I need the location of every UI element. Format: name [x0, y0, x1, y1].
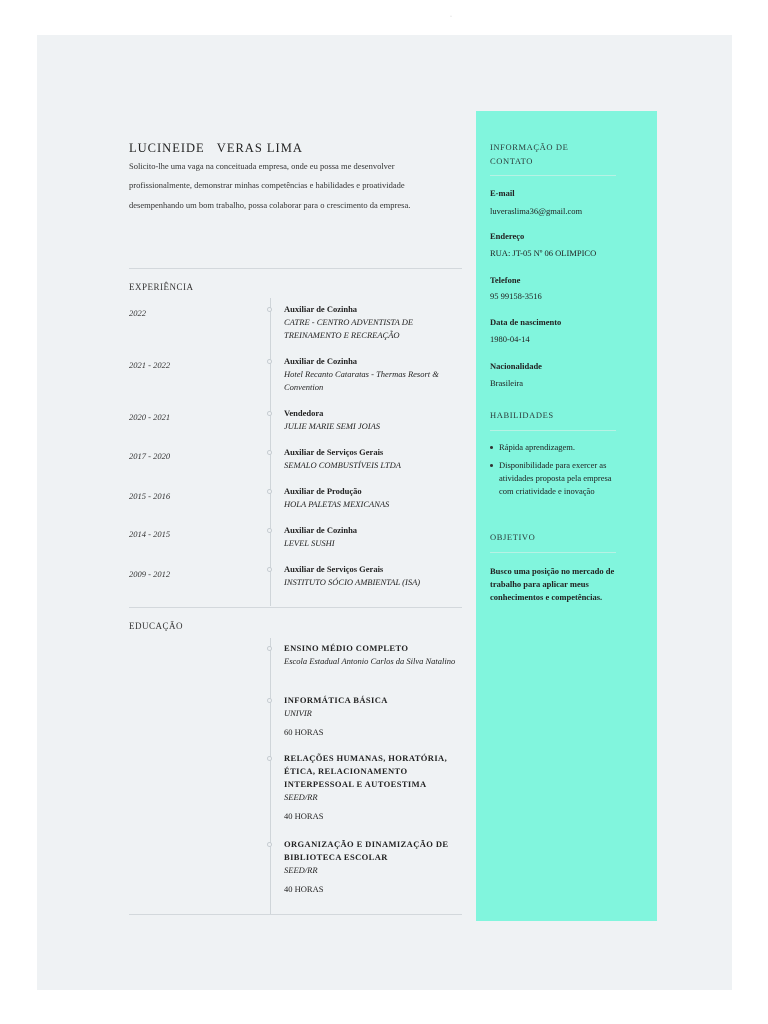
course-title: RELAÇÕES HUMANAS, HORATÓRIA, ÉTICA, RELACIONAMENTO INTERPESSOAL E AUTOESTIMA: [284, 753, 448, 789]
experience-heading: EXPERIÊNCIA: [129, 282, 194, 292]
address-value: RUA: JT-05 Nº 06 OLIMPICO: [490, 248, 597, 258]
experience-date: 2017 - 2020: [129, 451, 171, 461]
job-title: Auxiliar de Cozinha: [284, 356, 358, 366]
birthdate-value: 1980-04-14: [490, 334, 530, 344]
course-title: ENSINO MÉDIO COMPLETO: [284, 643, 409, 653]
objective-heading: OBJETIVO: [490, 532, 536, 542]
institution: SEED/RR: [284, 865, 318, 875]
timeline-dot: [267, 567, 272, 572]
course-hours: 60 HORAS: [284, 727, 324, 737]
job-title: Auxiliar de Serviços Gerais: [284, 564, 384, 574]
timeline-dot: [267, 489, 272, 494]
experience-date: 2015 - 2016: [129, 491, 171, 501]
skills-list: [490, 441, 615, 503]
course-hours: 40 HORAS: [284, 811, 324, 821]
skill-item: Disponibilidade para exercer as atividades proposta pela empresa com criatividade e inovação: [490, 459, 615, 498]
employer: HOLA PALETAS MEXICANAS: [284, 499, 390, 509]
phone-value: 95 99158-3516: [490, 291, 542, 301]
job-title: Auxiliar de Serviços Gerais: [284, 447, 384, 457]
employer: CATRE - CENTRO ADVENTISTA DE TREINAMENTO E RECREAÇÃO: [284, 317, 414, 340]
education-heading: EDUCAÇÃO: [129, 621, 184, 631]
skills-heading: HABILIDADES: [490, 410, 554, 420]
employer: INSTITUTO SÓCIO AMBIENTAL (ISA): [284, 577, 421, 587]
job-title: Auxiliar de Cozinha: [284, 304, 358, 314]
email-value: luveraslima36@gmail.com: [490, 206, 583, 216]
education-item: [284, 838, 462, 896]
timeline-dot: [267, 307, 272, 312]
timeline-dot: [267, 756, 272, 761]
experience-item: [284, 355, 462, 394]
job-title: Vendedora: [284, 408, 324, 418]
experience-item: [284, 524, 462, 550]
experience-date: 2014 - 2015: [129, 529, 171, 539]
institution: Escola Estadual Antonio Carlos da Silva Natalino: [284, 656, 456, 666]
address-label: Endereço: [490, 231, 525, 241]
nationality-label: Nacionalidade: [490, 361, 542, 371]
divider: [129, 268, 462, 269]
experience-date: 2009 - 2012: [129, 569, 171, 579]
institution: UNIVIR: [284, 708, 312, 718]
education-item: [284, 694, 462, 739]
candidate-name: LUCINEIDE VERAS LIMA: [129, 141, 303, 155]
timeline-dot: [267, 359, 272, 364]
experience-date: 2021 - 2022: [129, 360, 171, 370]
experience-item: [284, 407, 462, 433]
course-title: ORGANIZAÇÃO E DINAMIZAÇÃO DE BIBLIOTECA ESCOLAR: [284, 839, 449, 862]
course-hours: 40 HORAS: [284, 884, 324, 894]
institution: SEED/RR: [284, 792, 318, 802]
divider: [129, 914, 462, 915]
experience-item: [284, 303, 462, 342]
job-title: Auxiliar de Produção: [284, 486, 362, 496]
email-label: E-mail: [490, 188, 515, 198]
course-title: INFORMÁTICA BÁSICA: [284, 695, 388, 705]
timeline-dot: [267, 646, 272, 651]
employer: SEMALO COMBUSTÍVEIS LTDA: [284, 460, 401, 470]
timeline-dot: [267, 528, 272, 533]
skill-item: Rápida aprendizagem.: [490, 441, 615, 454]
sidebar-divider: [490, 430, 616, 431]
timeline-dot: [267, 698, 272, 703]
birthdate-label: Data de nascimento: [490, 317, 562, 327]
sidebar-divider: [490, 552, 616, 553]
nationality-value: Brasileira: [490, 378, 524, 388]
sidebar-divider: [490, 175, 616, 176]
education-item: [284, 752, 462, 823]
education-item: [284, 642, 462, 668]
timeline-dot: [267, 842, 272, 847]
experience-item: [284, 446, 462, 472]
education-timeline: [270, 638, 271, 914]
experience-item: [284, 485, 462, 511]
employer: LEVEL SUSHI: [284, 538, 335, 548]
summary-text: Solicito-lhe uma vaga na conceituada empresa, onde eu possa me desenvolver profissionalmente, demonstrar minhas competências e habilidades e proatividade desempenhando um bom trabalho, possa colaborar para o crescimento da empresa.: [129, 161, 411, 210]
objective-text: Busco uma posição no mercado de trabalho para aplicar meus conhecimentos e competências.: [490, 566, 615, 602]
experience-date: 2020 - 2021: [129, 412, 171, 422]
divider: [129, 607, 462, 608]
job-title: Auxiliar de Cozinha: [284, 525, 358, 535]
timeline-dot: [267, 411, 272, 416]
phone-label: Telefone: [490, 275, 521, 285]
employer: JULIE MARIE SEMI JOIAS: [284, 421, 381, 431]
top-mark: ·: [450, 14, 452, 20]
experience-item: [284, 563, 462, 589]
timeline-dot: [267, 450, 272, 455]
contact-heading: INFORMAÇÃO DE CONTATO: [490, 142, 569, 166]
employer: Hotel Recanto Cataratas - Thermas Resort & Convention: [284, 369, 439, 392]
experience-date: 2022: [129, 308, 146, 318]
